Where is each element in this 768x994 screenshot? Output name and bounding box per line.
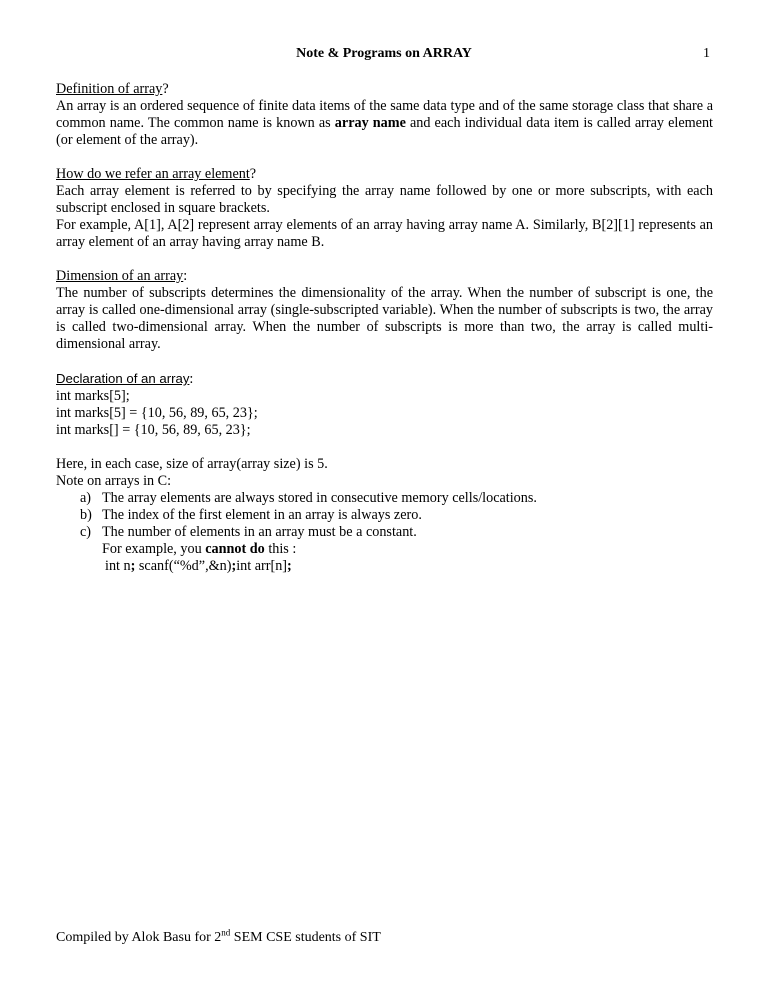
declaration-line-1: int marks[5]; [56,388,130,404]
declaration-heading-text: Declaration of an array [56,371,190,386]
declaration-heading [56,370,713,388]
page-number: 1 [703,46,710,61]
code-semicolon-2: ; [231,558,237,574]
dimension-heading-suffix: : [183,268,188,284]
code-example [56,558,713,575]
notes-list [56,490,713,541]
list-item-text: The array elements are always stored in consecutive memory cells/locations. [102,490,537,506]
refer-heading-suffix: ? [249,166,257,182]
page-title: Note & Programs on ARRAY [296,46,472,61]
example-line [56,541,713,558]
definition-heading-suffix: ? [162,81,169,97]
list-marker: a) [80,490,92,506]
definition-section [56,81,713,149]
code-semicolon-3: ; [287,558,292,574]
refer-heading [56,166,713,183]
dimension-paragraph: The number of subscripts determines the dimensionality of the array. When the number of subscript is one, the array is called one-dimensional array (single-subscripted variable). When the number of subscripts is two, the array is called two-dimensional array. When the number of subscripts is more than two, the array is called multi-dimensional array. [56,285,713,352]
refer-paragraph-1: Each array element is referred to by specifying the array name followed by one or more subscripts, with each subscript enclosed in square brackets. [56,183,713,216]
list-item [56,490,713,507]
list-item-text: The number of elements in an array must be a constant. [102,524,417,540]
refer-section [56,166,713,251]
notes-section [56,456,713,575]
list-item [56,507,713,524]
example-text-1: For example, you [102,541,206,557]
definition-text-2: and each individual data item is called array element (or element of the array). [56,115,713,148]
declaration-section [56,370,713,439]
code-part-3: int arr[n] [236,558,288,574]
list-marker: b) [80,507,92,523]
document-body [56,81,713,575]
dimension-section [56,268,713,353]
refer-heading-text: How do we refer an array element [56,166,250,182]
list-item-text: The index of the first element in an array is always zero. [102,507,422,523]
declaration-heading-suffix: : [189,371,194,387]
page-footer [56,929,381,946]
footer-text-2: SEM CSE students of SIT [230,930,381,945]
array-size-line: Here, in each case, size of array(array size) is 5. [56,456,328,472]
definition-paragraph [56,98,713,149]
list-item [56,524,713,541]
example-text-2: this : [264,541,297,557]
dimension-heading-text: Dimension of an array [56,268,184,284]
refer-paragraph-2: For example, A[1], A[2] represent array elements of an array having array name A. Similarly, B[2][1] represents an array element of an array having array name B. [56,217,713,250]
example-bold: cannot do [205,541,265,557]
footer-text-1: Compiled by Alok Basu for 2 [56,930,222,945]
definition-heading-text: Definition of array [56,81,163,97]
declaration-line-2: int marks[5] = {10, 56, 89, 65, 23}; [56,405,258,421]
definition-heading [56,81,713,98]
code-part-1: int n [105,558,131,574]
declaration-line-3: int marks[] = {10, 56, 89, 65, 23}; [56,422,251,438]
notes-intro: Note on arrays in C: [56,473,172,489]
code-part-2: scanf(“%d”,&n) [135,558,232,574]
definition-bold-term: array name [334,115,406,131]
footer-superscript: nd [221,927,231,938]
dimension-heading [56,268,713,285]
code-semicolon-1: ; [130,558,136,574]
definition-text-1: An array is an ordered sequence of finite data items of the same data type and of the same storage class that share a common name. The common name is known as [56,98,713,131]
list-marker: c) [80,524,92,540]
